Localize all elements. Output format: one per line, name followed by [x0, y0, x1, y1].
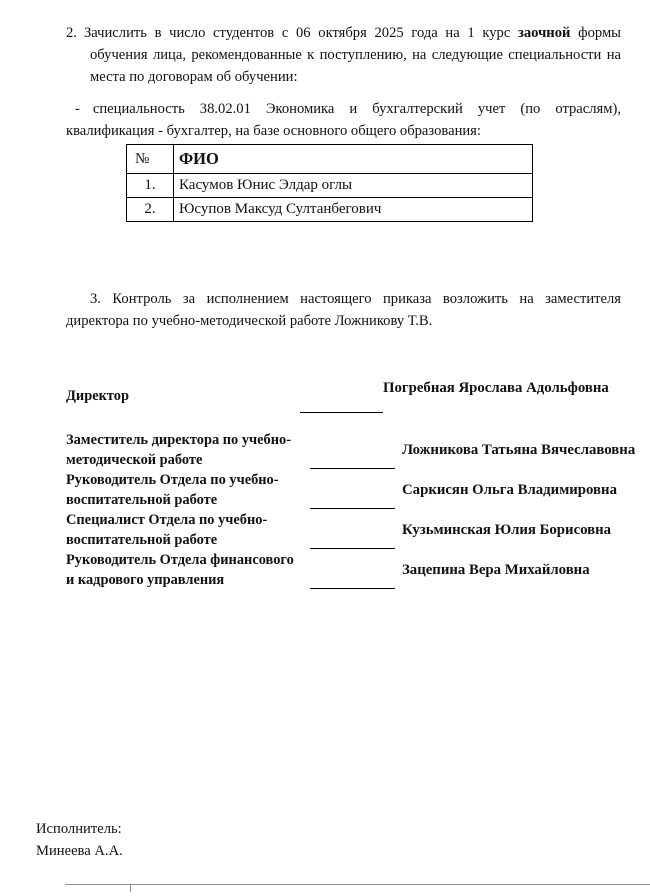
- signature-line: [310, 548, 395, 549]
- specialty-paragraph: [66, 98, 621, 142]
- header-number: №: [127, 145, 174, 174]
- signature-row-edu-dept-specialist: [66, 510, 621, 550]
- row-1-name: Касумов Юнис Элдар оглы: [174, 174, 533, 198]
- signature-title: Руководитель Отдела финансового и кадрового управления: [66, 552, 294, 588]
- students-table: [126, 144, 533, 222]
- signature-block: [66, 378, 636, 590]
- signature-line: [310, 588, 395, 589]
- page-bottom-table-edge-tick: [130, 884, 131, 892]
- specialty-text: специальность 38.02.01 Экономика и бухгалтерский учет (по отраслям), квалификация - бухгалтер, на базе основного общего образования:: [66, 101, 621, 139]
- item-2-text-start: Зачислить в число студентов с 06 октября 2025 года на 1 курс: [83, 25, 518, 41]
- signature-line: [310, 468, 395, 469]
- signature-name: Саркисян Ольга Владимировна: [402, 481, 617, 498]
- signature-name: Зацепина Вера Михайловна: [402, 561, 590, 578]
- signature-row-edu-dept-head: [66, 470, 621, 510]
- table-header-row: [127, 145, 533, 174]
- signature-line: [300, 412, 383, 413]
- signature-name: Погребная Ярослава Адольфовна: [383, 380, 609, 396]
- specialty-dash: -: [75, 101, 80, 117]
- signature-line-cell: [300, 470, 395, 510]
- signature-line-cell: [300, 510, 395, 550]
- signature-line-cell: [300, 430, 395, 470]
- signature-line-cell: [300, 378, 395, 414]
- signature-row-director: [66, 378, 621, 414]
- signature-title: Директор: [66, 388, 129, 404]
- row-2-number: 2.: [127, 198, 174, 222]
- page-bottom-table-edge: [65, 884, 650, 885]
- item-2-bold-word: заочной: [518, 25, 571, 41]
- item-2-text-end: формы обучения лица, рекомендованные к поступлению, на следующие специальности на места по договорам об обучении:: [90, 25, 621, 85]
- signature-title: Руководитель Отдела по учебно-воспитательной работе: [66, 472, 279, 508]
- table-row: [127, 174, 533, 198]
- signature-row-finance-dept-head: [66, 550, 621, 590]
- signature-name: Кузьминская Юлия Борисовна: [402, 521, 612, 538]
- header-fio: ФИО: [174, 145, 533, 174]
- signature-title: Заместитель директора по учебно-методической работе: [66, 432, 292, 468]
- row-2-name: Юсупов Максуд Султанбегович: [174, 198, 533, 222]
- document-page: [66, 22, 636, 590]
- executor-label: Исполнитель:: [36, 821, 122, 837]
- signature-name: Ложникова Татьяна Вячеславовна: [402, 441, 636, 458]
- order-item-2: [66, 22, 621, 88]
- table-row: [127, 198, 533, 222]
- signature-line: [310, 508, 395, 509]
- signature-line-cell: [300, 550, 395, 590]
- row-1-number: 1.: [127, 174, 174, 198]
- executor-name: Минеева А.А.: [36, 843, 123, 859]
- signature-title: Специалист Отдела по учебно-воспитательной работе: [66, 512, 268, 548]
- item-2-number: 2.: [66, 25, 77, 41]
- signature-row-deputy-director: [66, 430, 636, 470]
- order-item-3: 3. Контроль за исполнением настоящего приказа возложить на заместителя директора по учебно-методической работе Ложникову Т.В.: [66, 291, 621, 329]
- executor-block: [36, 818, 123, 862]
